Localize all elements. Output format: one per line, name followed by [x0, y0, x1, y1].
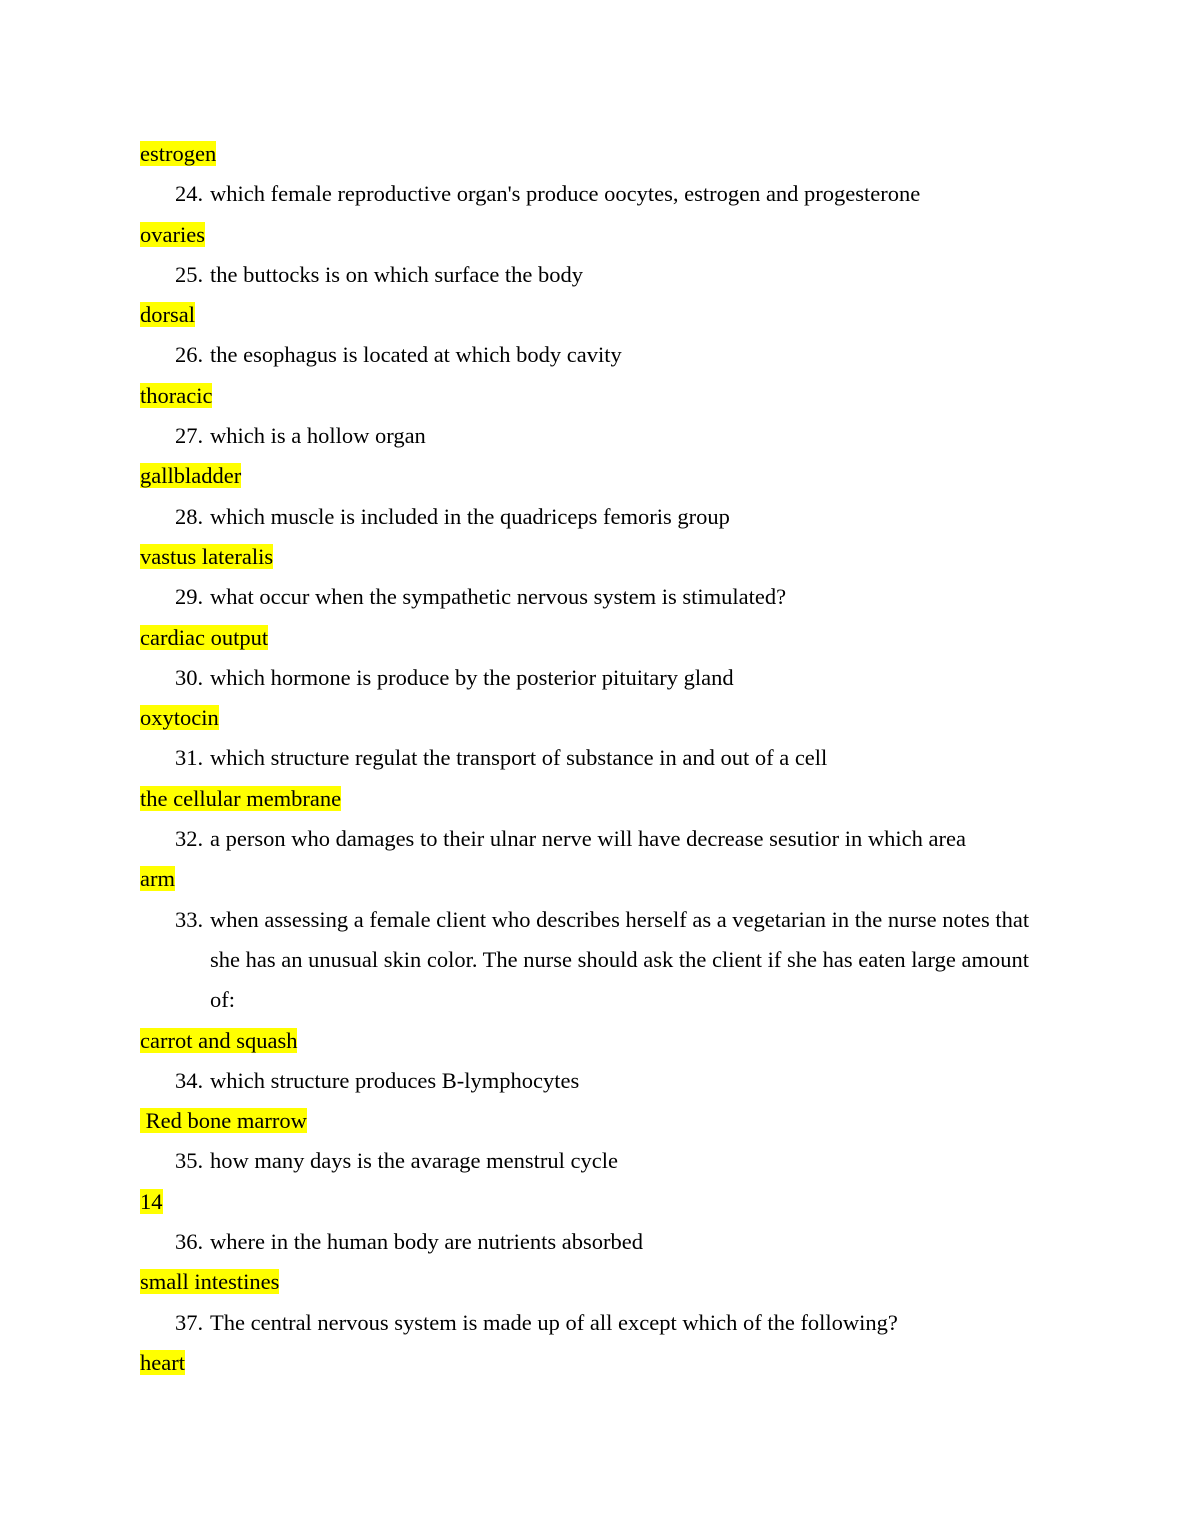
question-item	[140, 577, 1040, 617]
question-item	[140, 819, 1040, 859]
question-item	[140, 1061, 1040, 1101]
answer-line	[140, 1343, 1040, 1383]
question-number: 25.	[175, 261, 204, 287]
question-number: 34.	[175, 1067, 204, 1093]
question-number: 31.	[175, 745, 204, 771]
answer-line	[140, 1262, 1040, 1302]
question-text: which structure regulat the transport of substance in and out of a cell	[210, 745, 828, 771]
question-text: which muscle is included in the quadriceps femoris group	[210, 503, 730, 529]
highlighted-answer: cardiac output	[140, 624, 269, 650]
question-number: 35.	[175, 1148, 204, 1174]
question-text: the esophagus is located at which body cavity	[210, 342, 622, 368]
question-text: when assessing a female client who describes herself as a vegetarian in the nurse notes that she has an unusual skin color. The nurse should ask the client if she has eaten large amount of:	[210, 906, 1030, 1013]
answer-line	[140, 134, 1040, 174]
answer-line	[140, 456, 1040, 496]
highlighted-answer: Red bone marrow	[140, 1108, 307, 1134]
highlighted-answer: heart	[140, 1349, 185, 1375]
question-item	[140, 416, 1040, 456]
question-text: where in the human body are nutrients absorbed	[210, 1229, 643, 1255]
answer-line	[140, 537, 1040, 577]
highlighted-answer: arm	[140, 866, 175, 892]
question-number: 28.	[175, 503, 204, 529]
question-item	[140, 497, 1040, 537]
question-number: 26.	[175, 342, 204, 368]
highlighted-answer: gallbladder	[140, 463, 242, 489]
question-number: 24.	[175, 181, 204, 207]
question-item	[140, 900, 1040, 1021]
answer-line	[140, 618, 1040, 658]
question-text: The central nervous system is made up of all except which of the following?	[210, 1309, 898, 1335]
question-number: 29.	[175, 584, 204, 610]
question-text: a person who damages to their ulnar nerve will have decrease sesutior in which area	[210, 826, 966, 852]
question-item	[140, 255, 1040, 295]
answer-line	[140, 215, 1040, 255]
answer-line	[140, 376, 1040, 416]
answer-line	[140, 698, 1040, 738]
answer-line	[140, 1021, 1040, 1061]
question-number: 33.	[175, 906, 204, 932]
answer-line	[140, 1101, 1040, 1141]
question-number: 27.	[175, 423, 204, 449]
question-item	[140, 1303, 1040, 1343]
highlighted-answer: the cellular membrane	[140, 785, 342, 811]
question-number: 32.	[175, 826, 204, 852]
question-text: which female reproductive organ's produce oocytes, estrogen and progesterone	[210, 181, 921, 207]
answer-line	[140, 779, 1040, 819]
highlighted-answer: carrot and squash	[140, 1027, 298, 1053]
question-text: the buttocks is on which surface the body	[210, 261, 584, 287]
question-item	[140, 658, 1040, 698]
answer-line	[140, 859, 1040, 899]
highlighted-answer: ovaries	[140, 221, 205, 247]
question-number: 37.	[175, 1309, 204, 1335]
highlighted-answer: estrogen	[140, 141, 217, 166]
highlighted-answer: small intestines	[140, 1269, 280, 1295]
answer-line	[140, 295, 1040, 335]
highlighted-answer: dorsal	[140, 302, 195, 328]
question-text: which is a hollow organ	[210, 423, 426, 449]
highlighted-answer: vastus lateralis	[140, 543, 274, 569]
question-text: what occur when the sympathetic nervous system is stimulated?	[210, 584, 787, 610]
question-item	[140, 738, 1040, 778]
highlighted-answer: oxytocin	[140, 705, 219, 731]
question-item	[140, 335, 1040, 375]
question-number: 30.	[175, 664, 204, 690]
question-item	[140, 1222, 1040, 1262]
question-text: which hormone is produce by the posterior pituitary gland	[210, 664, 734, 690]
question-item	[140, 174, 1040, 214]
question-item	[140, 1141, 1040, 1181]
answer-line	[140, 1182, 1040, 1222]
highlighted-answer: thoracic	[140, 382, 213, 408]
highlighted-answer: 14	[140, 1188, 163, 1214]
document-body	[140, 134, 1040, 1383]
question-number: 36.	[175, 1229, 204, 1255]
question-text: how many days is the avarage menstrul cycle	[210, 1148, 618, 1174]
question-text: which structure produces B-lymphocytes	[210, 1067, 580, 1093]
